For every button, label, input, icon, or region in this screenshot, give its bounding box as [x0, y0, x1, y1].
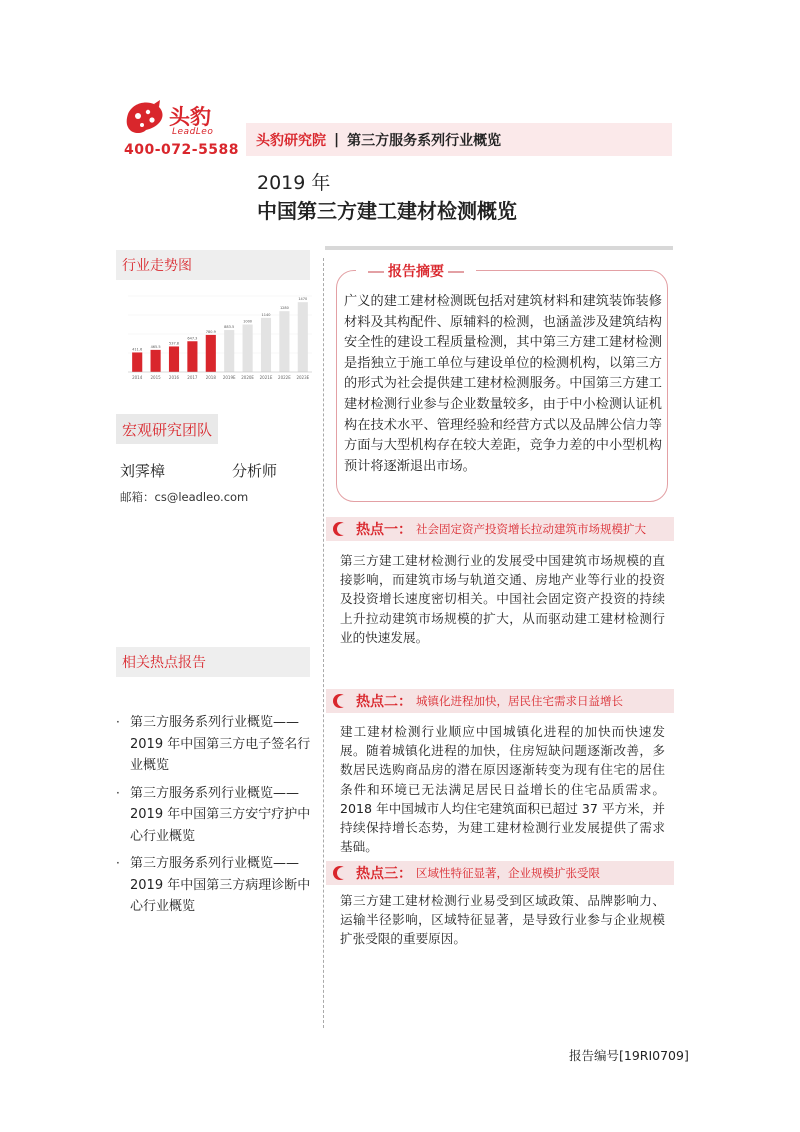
- hotspot-1-text: 第三方建工建材检测行业的发展受中国建筑市场规模的直接影响，而建筑市场与轨道交通、房地产业等行业的投资及投资增长速度密切相关。中国社会固定资产投资的持续上升拉动建筑市场规模的扩大，从而驱动建工建材检测行业的快速发展。: [340, 553, 665, 645]
- chart-x-tick: 2019E: [222, 375, 236, 380]
- chart-x-tick: 2018: [205, 375, 216, 380]
- crescent-icon: [332, 693, 348, 709]
- crescent-icon: [332, 865, 348, 881]
- chart-data-label: 1470: [298, 297, 308, 302]
- summary-heading: [356, 261, 476, 281]
- related-report-item[interactable]: [116, 712, 316, 777]
- column-divider: [323, 258, 324, 1028]
- brand-name-cn: 头豹: [169, 105, 211, 129]
- related-reports-list: [116, 712, 316, 924]
- bullet: ·: [116, 715, 120, 729]
- chart-bar: [224, 330, 234, 372]
- chart-data-label: 883.5: [224, 325, 235, 330]
- related-report-text[interactable]: 第三方服务系列行业概览——2019 年中国第三方病理诊断中心行业概览: [130, 856, 311, 914]
- chart-bar: [206, 335, 216, 372]
- chart-x-tick: 2023E: [296, 375, 310, 380]
- chart-bar: [169, 346, 179, 372]
- trend-chart-label: 行业走势图: [122, 258, 192, 274]
- phone-number: 400-072-5588: [124, 142, 240, 158]
- chart-data-label: 411.6: [132, 347, 143, 352]
- chart-data-label: 537.8: [168, 341, 180, 346]
- analyst-role: 分析师: [232, 462, 278, 480]
- report-number: 报告编号[19RI0709]: [569, 1048, 689, 1063]
- hotspot-1-bar: [326, 517, 674, 541]
- related-reports-heading: [116, 647, 310, 677]
- hotspot-1-title: 热点一：: [356, 522, 412, 538]
- chart-x-tick: 2015: [150, 375, 161, 380]
- crescent-icon: [332, 521, 348, 537]
- related-report-text[interactable]: 第三方服务系列行业概览——2019 年中国第三方安宁疗护中心行业概览: [130, 785, 311, 844]
- chart-data-label: 1140: [261, 312, 271, 317]
- related-report-item[interactable]: [116, 783, 316, 848]
- analyst-email[interactable]: 邮箱：cs@leadleo.com: [120, 490, 249, 504]
- hotspot-3-text: 第三方建工建材检测行业易受到区域政策、品牌影响力、运输半径影响，区域特征显著，是导致行业参与企业规模扩张受限的重要原因。: [340, 893, 665, 947]
- related-reports-label: 相关热点报告: [122, 655, 206, 671]
- chart-bar: [261, 318, 271, 372]
- trend-chart: [114, 290, 316, 384]
- chart-x-tick: 2020E: [241, 375, 254, 380]
- hotspot-3-desc: 区域性特征显著，企业规模扩张受限: [416, 866, 600, 880]
- hotspot-3-bar: [326, 861, 674, 885]
- trend-chart-heading: [116, 250, 310, 280]
- chart-data-label: 1000: [243, 319, 253, 324]
- header-series: 第三方服务系列行业概览: [347, 132, 502, 149]
- header-org: 头豹研究院: [256, 132, 326, 149]
- chart-data-label: 1280: [279, 306, 289, 311]
- chart-bar: [132, 352, 142, 372]
- hotspot-2-bar: [326, 689, 674, 713]
- chart-bar: [151, 350, 161, 372]
- brand-name-en: LeadLeo: [172, 127, 214, 137]
- chart-data-label: 465.5: [150, 344, 161, 349]
- divider-rule: [325, 246, 673, 250]
- chart-data-label: 647.3: [187, 336, 198, 341]
- page-title: 中国第三方建工建材检测概览: [257, 199, 517, 223]
- related-report-item[interactable]: [116, 853, 316, 918]
- chart-data-label: 780.9: [205, 329, 216, 334]
- summary-text: 广义的建工建材检测既包括对建筑材料和建筑装饰装修材料及其构配件、原辅料的检测，也涵盖涉及建筑结构安全性的建设工程质量检测，其中第三方建工建材检测是指独立于施工单位与建设单位的检测机构，以第三方的形式为社会提供建工建材检测服务。中国第三方建工建材检测行业参与企业数量较多，由于中小检测认证机构在技术水平、管理经验和经营方式以及品牌公信力等方面与大型机构存在较大差距，竞争力差的中小型机构预计将逐渐退出市场。: [344, 294, 662, 474]
- bullet: ·: [116, 856, 120, 870]
- hotspot-2-title: 热点二：: [356, 694, 412, 710]
- analyst-name: 刘霁樟: [120, 462, 166, 480]
- related-report-text[interactable]: 第三方服务系列行业概览——2019 年中国第三方电子签名行业概览: [130, 715, 311, 773]
- chart-bar: [187, 341, 197, 372]
- bullet: ·: [116, 785, 120, 800]
- leopard-logo-icon: [124, 100, 166, 136]
- chart-bar: [298, 302, 308, 372]
- team-label: 宏观研究团队: [122, 420, 213, 439]
- header-separator: |: [334, 131, 340, 148]
- chart-x-tick: 2022E: [278, 375, 291, 380]
- chart-bar: [279, 311, 289, 372]
- logo: [124, 98, 224, 140]
- header-bar: [246, 123, 672, 156]
- summary-label: 报告摘要: [388, 264, 444, 280]
- summary-dash-right: [448, 271, 464, 273]
- chart-bar: [243, 325, 253, 373]
- hotspot-2-desc: 城镇化进程加快，居民住宅需求日益增长: [416, 694, 623, 708]
- hotspot-1-desc: 社会固定资产投资增长拉动建筑市场规模扩大: [416, 522, 646, 536]
- chart-x-tick: 2021E: [259, 375, 273, 380]
- chart-x-tick: 2016: [168, 375, 180, 380]
- hotspot-2-text: 建工建材检测行业顺应中国城镇化进程的加快而快速发展。随着城镇化进程的加快，住房短缺问题逐渐改善，多数居民选购商品房的潜在原因逐渐转变为现有住宅的居住条件和环境已无法满足居民日益增长的住宅品质需求。2018 年中国城市人均住宅建筑面积已超过 37 平方米，并持续保持增长态势，为建工建材检测行业发展提供了需求基础。: [340, 724, 665, 855]
- chart-x-tick: 2017: [187, 375, 198, 380]
- summary-dash-left: [368, 271, 384, 273]
- hotspot-3-title: 热点三：: [356, 866, 412, 882]
- chart-x-tick: 2014: [132, 375, 143, 380]
- team-heading: [116, 414, 218, 444]
- title-year: 2019 年: [257, 172, 331, 194]
